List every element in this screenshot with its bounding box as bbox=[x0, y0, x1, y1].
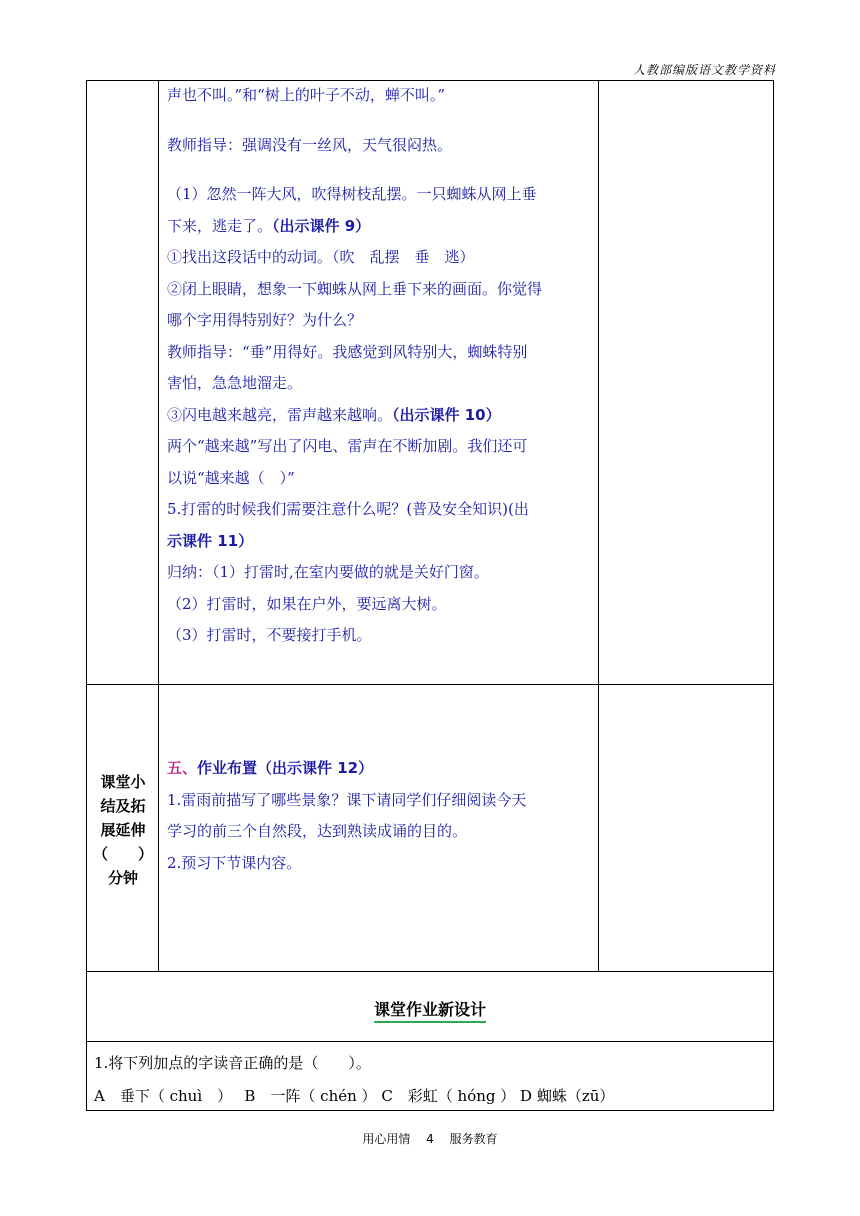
exercise-options: A 垂下（ chuì ） B 一阵（ chén ） C 彩虹（ hóng ） D 蜘蛛（zū） bbox=[94, 1087, 615, 1105]
page-footer: 用心用情 4 服务教育 bbox=[362, 1132, 498, 1146]
section-title-text: 课堂作业新设计 bbox=[374, 1000, 486, 1023]
lesson-content bbox=[167, 80, 599, 652]
lesson-line bbox=[167, 463, 599, 495]
summary-label-line: 结及拓 bbox=[100, 797, 146, 815]
lesson-line: 教师指导：强调没有一丝风，天气很闷热。 bbox=[167, 135, 453, 154]
lesson-line bbox=[167, 274, 599, 306]
lesson-line-text: （2）打雷时，如果在户外，要远离大树。 bbox=[167, 594, 447, 613]
homework-content bbox=[167, 753, 599, 879]
row-divider-2 bbox=[86, 971, 774, 972]
lesson-line-text: （1）忽然一阵大风，吹得树枝乱摆。一只蜘蛛从网上垂 bbox=[167, 185, 537, 203]
lesson-line-text: （3）打雷时，不要接打手机。 bbox=[167, 626, 372, 644]
lesson-line bbox=[167, 526, 599, 558]
lesson-line-text: 下来，逃走了。 bbox=[167, 216, 273, 235]
table-border-left bbox=[86, 80, 87, 1111]
lesson-line bbox=[167, 179, 599, 211]
lesson-line-text: 两个“越来越”写出了闪电、雷声在不断加剧。我们还可 bbox=[167, 437, 528, 455]
lesson-lines bbox=[167, 179, 599, 652]
homework-title-prefix: 五、 bbox=[167, 759, 198, 777]
courseware-ref: （出示课件 9） bbox=[272, 216, 371, 235]
lesson-line bbox=[167, 431, 599, 463]
lesson-line-text: ②闭上眼睛，想象一下蜘蛛从网上垂下来的画面。你觉得 bbox=[167, 279, 543, 298]
homework-line: 1.雷雨前描写了哪些景象？课下请同学们仔细阅读今天 bbox=[167, 790, 527, 809]
lesson-line-text: 哪个字用得特别好？为什么？ bbox=[167, 311, 363, 329]
exercise-question: 1.将下列加点的字读音正确的是（ ）。 bbox=[94, 1054, 371, 1072]
row-divider-1 bbox=[86, 684, 774, 685]
lesson-line bbox=[167, 242, 599, 274]
lesson-line-text: 教师指导：“垂”用得好。我感觉到风特别大，蜘蛛特别 bbox=[167, 342, 528, 361]
lesson-line-text: 害怕，急急地溜走。 bbox=[167, 374, 303, 392]
lesson-line-text: ①找出这段话中的动词。（吹 乱摆 垂 逃） bbox=[167, 248, 475, 266]
courseware-ref: 示课件 11） bbox=[167, 531, 254, 550]
section-title bbox=[86, 997, 774, 1020]
summary-label-line: （ ） bbox=[92, 845, 153, 863]
courseware-ref: （出示课件 10） bbox=[392, 405, 501, 424]
homework-line: 2.预习下节课内容。 bbox=[167, 853, 302, 872]
lesson-line-text: 归纳：（1）打雷时,在室内要做的就是关好门窗。 bbox=[167, 563, 489, 581]
lesson-line bbox=[167, 368, 599, 400]
lesson-line bbox=[167, 589, 599, 621]
lesson-line: 声也不叫。”和“树上的叶子不动，蝉不叫。” bbox=[167, 86, 446, 104]
homework-title bbox=[167, 753, 599, 785]
lesson-line bbox=[167, 494, 599, 526]
lesson-line bbox=[167, 337, 599, 369]
homework-title-text: 作业布置（出示课件 12） bbox=[197, 759, 374, 777]
lesson-line bbox=[167, 211, 599, 243]
lesson-line-text: ③闪电越来越亮，雷声越来越响。 bbox=[167, 405, 393, 424]
header-text: 人教部编版语文教学资料 bbox=[632, 63, 776, 77]
lesson-line bbox=[167, 557, 599, 589]
summary-label-line: 分钟 bbox=[107, 869, 138, 887]
column-divider-1 bbox=[158, 80, 159, 972]
lesson-spacer bbox=[167, 112, 599, 130]
summary-label-line: 课堂小 bbox=[100, 773, 146, 791]
lesson-line bbox=[167, 400, 599, 432]
lesson-line bbox=[167, 305, 599, 337]
lesson-spacer bbox=[167, 161, 599, 179]
lesson-line bbox=[167, 620, 599, 652]
lesson-line-text: 5.打雷的时候我们需要注意什么呢？(普及安全知识)(出 bbox=[167, 500, 529, 518]
summary-label bbox=[88, 770, 158, 890]
homework-line: 学习的前三个自然段，达到熟读成诵的目的。 bbox=[167, 822, 468, 840]
table-border-right bbox=[773, 80, 774, 1111]
row-divider-3 bbox=[86, 1041, 774, 1042]
lesson-line-text: 以说“越来越（ ）” bbox=[167, 468, 295, 487]
summary-label-line: 展延伸 bbox=[100, 821, 146, 839]
